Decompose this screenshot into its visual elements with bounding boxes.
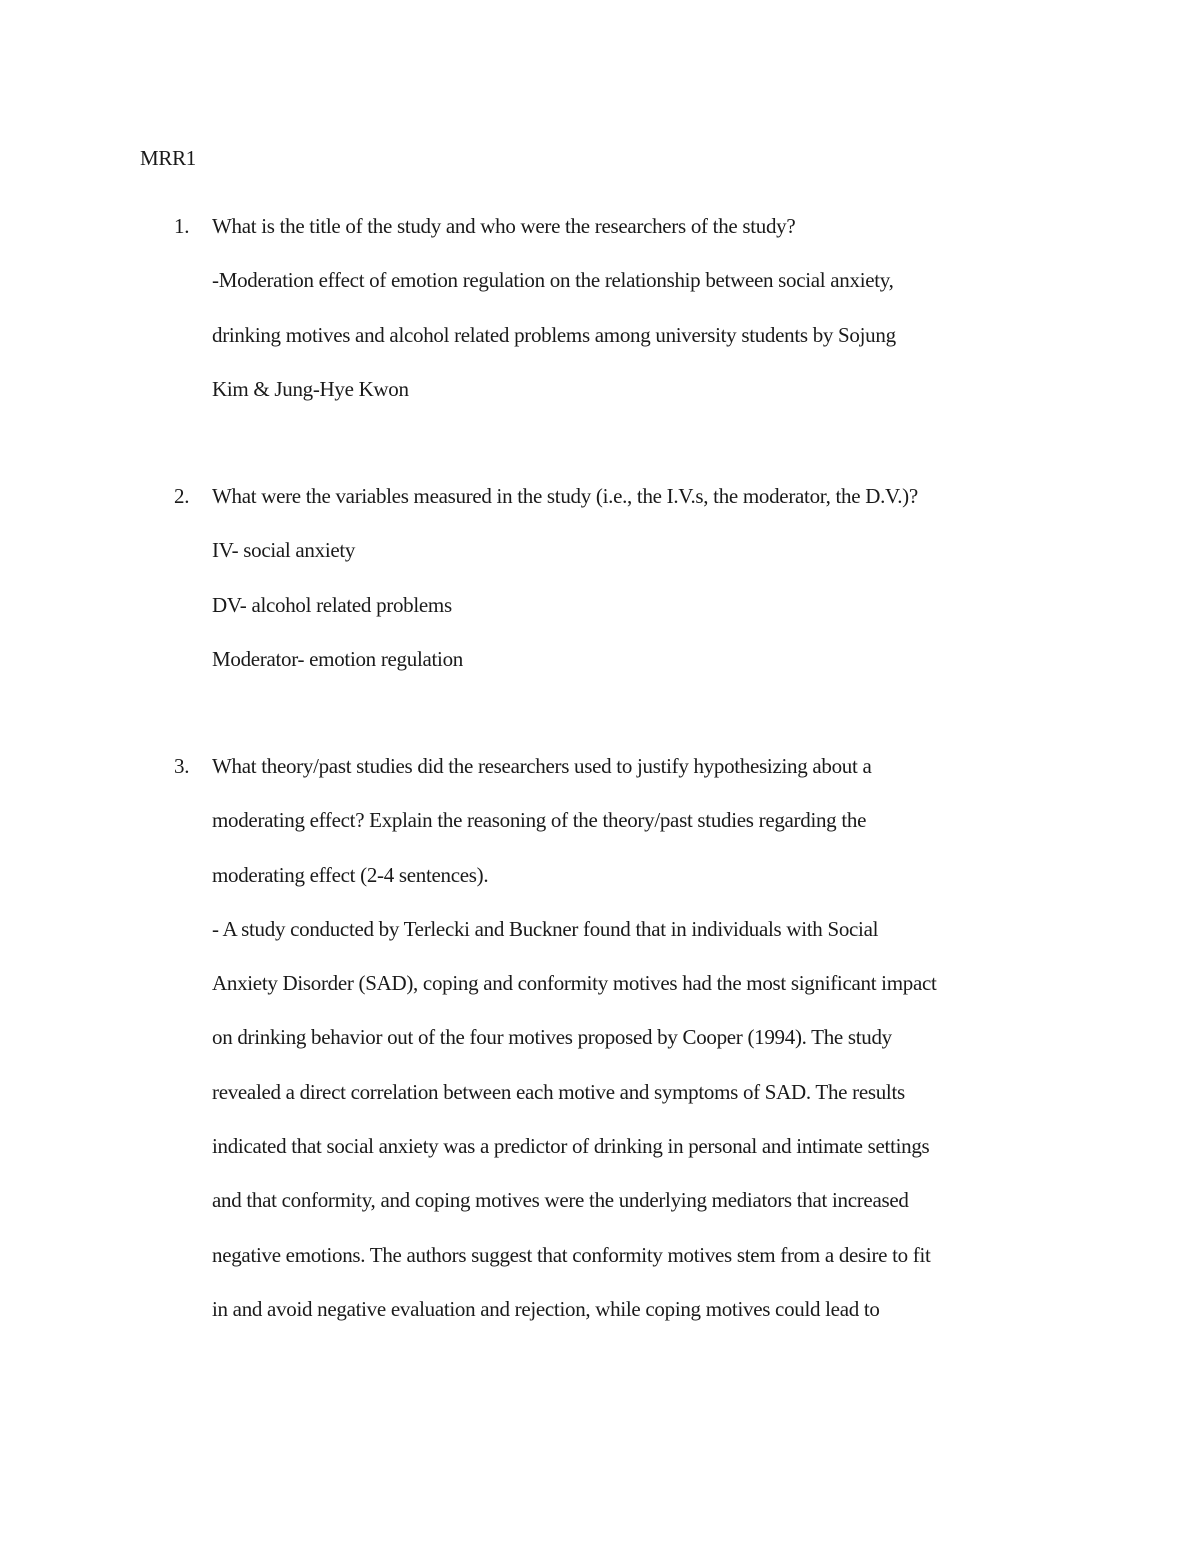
question-text: What is the title of the study and who were the researchers of the study? (212, 214, 796, 238)
answer-line: indicated that social anxiety was a predictor of drinking in personal and intimate settings (212, 1134, 930, 1159)
document-header: MRR1 (140, 146, 196, 170)
question-text: What were the variables measured in the study (i.e., the I.V.s, the moderator, the D.V.)? (212, 484, 918, 508)
question-number: 3. (174, 754, 190, 778)
question-number: 2. (174, 484, 190, 508)
answer-line: -Moderation effect of emotion regulation on the relationship between social anxiety, (212, 268, 894, 293)
question-text: What theory/past studies did the researchers used to justify hypothesizing about a (212, 754, 872, 778)
answer-line: in and avoid negative evaluation and rejection, while coping motives could lead to (212, 1296, 880, 1321)
answer-line: on drinking behavior out of the four motives proposed by Cooper (1994). The study (212, 1025, 892, 1050)
answer-line: and that conformity, and coping motives were the underlying mediators that increased (212, 1188, 909, 1213)
question-body (212, 199, 1072, 416)
answer-line: Anxiety Disorder (SAD), coping and conformity motives had the most significant impact (212, 971, 937, 996)
answer-line: - A study conducted by Terlecki and Buckner found that in individuals with Social (212, 916, 879, 941)
answer-line: Kim & Jung-Hye Kwon (212, 376, 409, 401)
question-number: 1. (174, 214, 190, 238)
answer-line: Moderator- emotion regulation (212, 646, 463, 671)
answer-line: revealed a direct correlation between each motive and symptoms of SAD. The results (212, 1079, 905, 1104)
question-body (212, 739, 1072, 1336)
answer-line: DV- alcohol related problems (212, 592, 452, 617)
answer-line: IV- social anxiety (212, 538, 356, 563)
question-body (212, 469, 1072, 686)
answer-line: drinking motives and alcohol related problems among university students by Sojung (212, 322, 896, 347)
question-text: moderating effect (2-4 sentences). (212, 862, 489, 887)
question-text: moderating effect? Explain the reasoning of the theory/past studies regarding the (212, 808, 867, 833)
answer-line: negative emotions. The authors suggest that conformity motives stem from a desire to fit (212, 1242, 931, 1267)
